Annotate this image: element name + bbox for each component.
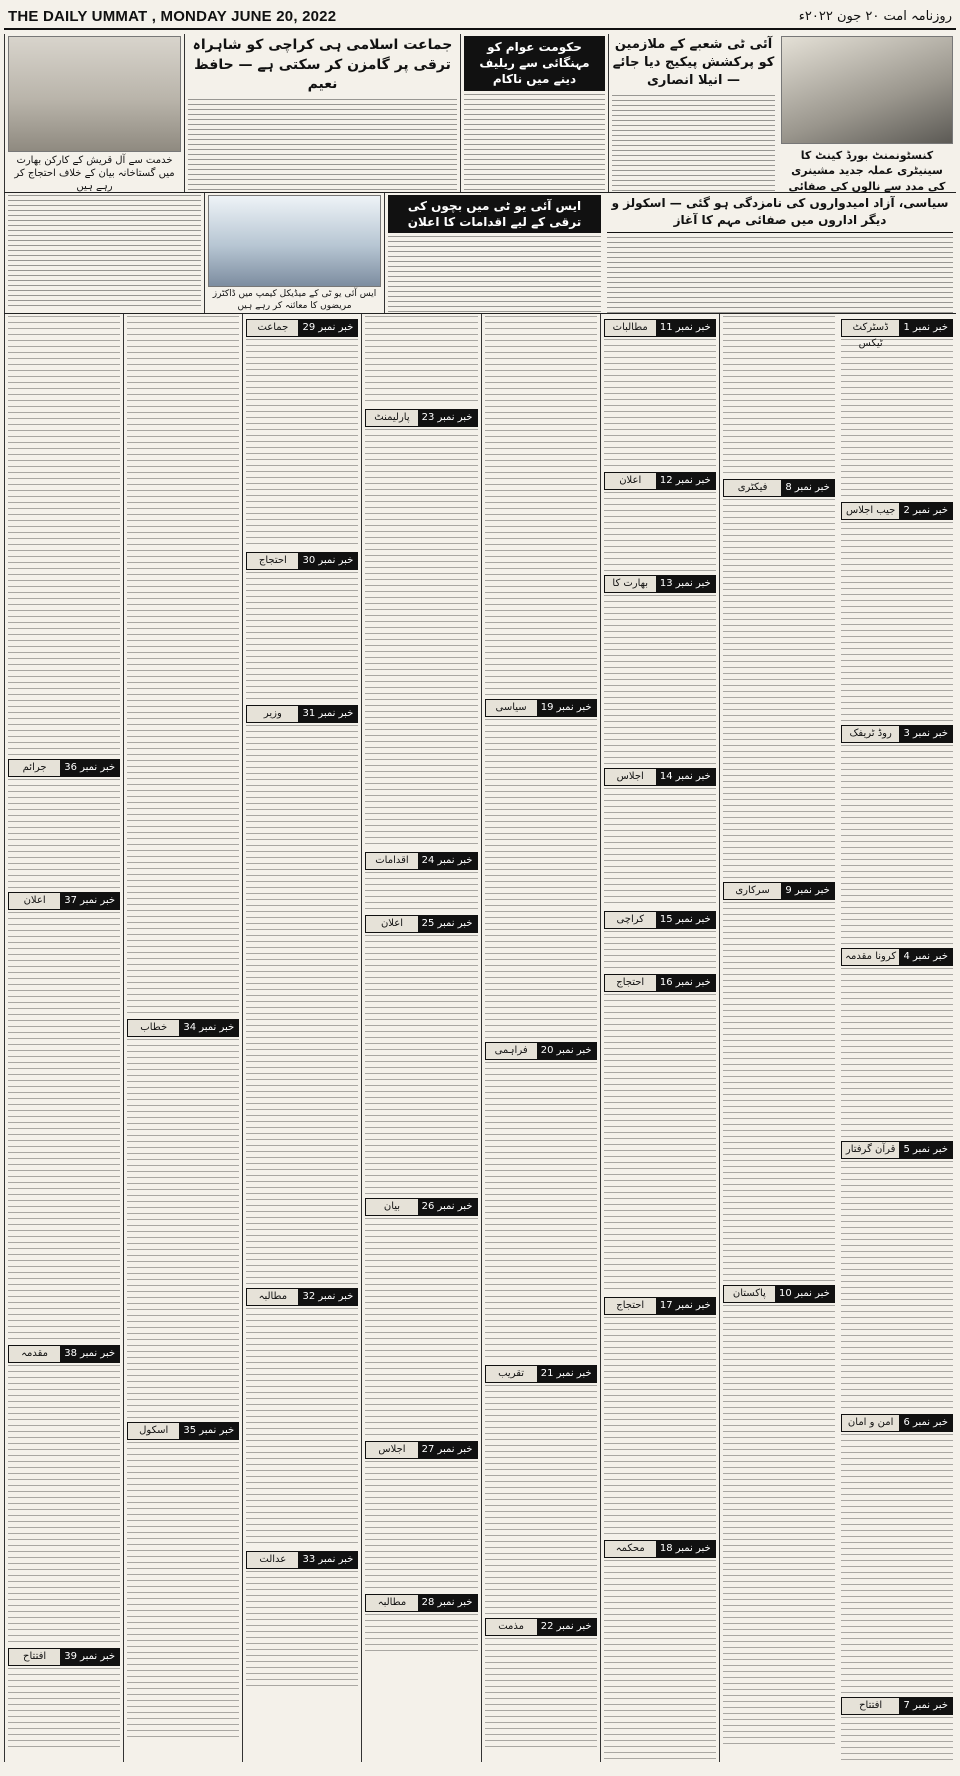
item-number: خبر نمبر 13 xyxy=(656,576,715,592)
item-title: اجلاس xyxy=(366,1442,417,1458)
item-text xyxy=(841,1161,953,1411)
top-story-3 xyxy=(460,34,608,192)
item-head-9 xyxy=(723,882,835,900)
item-number: خبر نمبر 28 xyxy=(418,1595,477,1611)
column-1 xyxy=(838,314,956,1762)
item-title: احتجاج xyxy=(605,975,656,991)
item-title: جماعت xyxy=(247,320,298,336)
item-title: اعلان xyxy=(9,893,60,909)
item-number: خبر نمبر 32 xyxy=(298,1289,357,1305)
item-head-18 xyxy=(604,1540,716,1558)
item-text xyxy=(365,1461,477,1591)
item-title: مطالبہ xyxy=(247,1289,298,1305)
item-number: خبر نمبر 1 xyxy=(899,320,952,336)
item-text xyxy=(723,316,835,476)
item-head-14 xyxy=(604,768,716,786)
item-head-7 xyxy=(841,1697,953,1715)
item-head-4 xyxy=(841,948,953,966)
item-number: خبر نمبر 11 xyxy=(656,320,715,336)
item-text xyxy=(246,339,358,549)
item-number: خبر نمبر 16 xyxy=(656,975,715,991)
mid-story-center xyxy=(384,193,604,313)
item-number: خبر نمبر 25 xyxy=(418,916,477,932)
item-head-31 xyxy=(246,705,358,723)
item-number: خبر نمبر 35 xyxy=(179,1423,238,1439)
item-head-33 xyxy=(246,1551,358,1569)
item-title: پارلیمنٹ xyxy=(366,410,417,426)
item-head-3 xyxy=(841,725,953,743)
item-title: مذمت xyxy=(486,1619,537,1635)
item-number: خبر نمبر 10 xyxy=(775,1286,834,1302)
column-2 xyxy=(719,314,838,1762)
item-title: احتجاج xyxy=(247,553,298,569)
column-4 xyxy=(481,314,600,1762)
item-text xyxy=(8,779,120,889)
item-head-17 xyxy=(604,1297,716,1315)
item-title: بیان xyxy=(366,1199,417,1215)
item-head-8 xyxy=(723,479,835,497)
top-story-left xyxy=(4,34,184,192)
item-title: مطالبہ xyxy=(366,1595,417,1611)
mid-photo-block xyxy=(204,193,384,313)
item-text xyxy=(604,994,716,1294)
item-number: خبر نمبر 7 xyxy=(899,1698,952,1714)
item-head-28 xyxy=(365,1594,477,1612)
item-number: خبر نمبر 37 xyxy=(60,893,119,909)
item-head-35 xyxy=(127,1422,239,1440)
item-head-10 xyxy=(723,1285,835,1303)
item-head-38 xyxy=(8,1345,120,1363)
item-head-6 xyxy=(841,1414,953,1432)
item-text xyxy=(485,1385,597,1615)
item-text xyxy=(485,1062,597,1362)
item-number: خبر نمبر 15 xyxy=(656,912,715,928)
item-head-15 xyxy=(604,911,716,929)
item-head-2 xyxy=(841,502,953,520)
item-text xyxy=(8,1668,120,1748)
item-text xyxy=(841,968,953,1138)
item-number: خبر نمبر 2 xyxy=(899,503,952,519)
item-number: خبر نمبر 21 xyxy=(537,1366,596,1382)
item-title: اسکول xyxy=(128,1423,179,1439)
item-title: وزیر xyxy=(247,706,298,722)
item-text xyxy=(127,316,239,1016)
column-7 xyxy=(123,314,242,1762)
item-text xyxy=(365,1614,477,1654)
item-text xyxy=(604,595,716,765)
item-text xyxy=(365,935,477,1195)
mid-story-left-text xyxy=(8,195,201,307)
item-text xyxy=(604,1317,716,1537)
top-story-4 xyxy=(184,34,460,192)
item-text xyxy=(604,492,716,572)
item-text xyxy=(841,522,953,722)
item-number: خبر نمبر 29 xyxy=(298,320,357,336)
item-head-19 xyxy=(485,699,597,717)
item-head-11 xyxy=(604,319,716,337)
item-head-16 xyxy=(604,974,716,992)
item-head-27 xyxy=(365,1441,477,1459)
item-number: خبر نمبر 18 xyxy=(656,1541,715,1557)
mid-story-left xyxy=(4,193,204,313)
item-text xyxy=(365,872,477,912)
item-text xyxy=(365,1218,477,1438)
item-number: خبر نمبر 34 xyxy=(179,1020,238,1036)
item-title: ڈسٹرکٹ ٹیکس xyxy=(842,320,900,336)
medical-camp-photo xyxy=(208,195,381,287)
street-photo xyxy=(781,36,953,144)
protest-photo-caption: خدمت سے آل قریش کے کارکن بھارت میں گستاخانہ بیان کے خلاف احتجاج کر رہے ہیں xyxy=(14,155,175,192)
item-title: پاکستان xyxy=(724,1286,775,1302)
item-text xyxy=(127,1442,239,1742)
item-number: خبر نمبر 6 xyxy=(899,1415,952,1431)
item-number: خبر نمبر 38 xyxy=(60,1346,119,1362)
top-story-right-headline: کنسٹونمنٹ بورڈ کینٹ کا سینیٹری عملہ جدید مشینری کی مدد سے نالوں کی صفائی xyxy=(788,149,946,192)
medical-camp-caption: ایس آئی یو ٹی کے میڈیکل کیمپ میں ڈاکٹرز مریضوں کا معائنہ کر رہے ہیں xyxy=(212,289,377,311)
item-title: اقدامات xyxy=(366,853,417,869)
item-title: فیکٹری xyxy=(724,480,782,496)
item-number: خبر نمبر 5 xyxy=(899,1142,952,1158)
item-head-29 xyxy=(246,319,358,337)
item-head-1 xyxy=(841,319,953,349)
item-text xyxy=(723,499,835,879)
item-number: خبر نمبر 24 xyxy=(418,853,477,869)
item-head-20 xyxy=(485,1042,597,1060)
item-title: اجلاس xyxy=(605,769,656,785)
item-title: روڈ ٹریفک xyxy=(842,726,900,742)
item-title: کرونا مقدمہ xyxy=(842,949,900,965)
item-title: خطاب xyxy=(128,1020,179,1036)
item-text xyxy=(604,339,716,469)
column-3 xyxy=(600,314,719,1762)
item-title: تقریب xyxy=(486,1366,537,1382)
item-number: خبر نمبر 31 xyxy=(298,706,357,722)
item-number: خبر نمبر 39 xyxy=(60,1649,119,1665)
item-text xyxy=(246,1571,358,1691)
item-title: عدالت xyxy=(247,1552,298,1568)
item-text xyxy=(604,788,716,908)
item-head-5 xyxy=(841,1141,953,1159)
top-story-3-text xyxy=(464,94,605,192)
item-text xyxy=(365,316,477,406)
top-story-right xyxy=(778,34,956,192)
item-number: خبر نمبر 27 xyxy=(418,1442,477,1458)
item-title: احتجاج xyxy=(605,1298,656,1314)
item-head-23 xyxy=(365,409,477,427)
item-head-36 xyxy=(8,759,120,777)
mid-story-right-text xyxy=(607,237,953,313)
item-text xyxy=(246,725,358,1285)
item-head-26 xyxy=(365,1198,477,1216)
item-text xyxy=(723,1305,835,1745)
masthead-urdu-date: روزنامہ امت ۲۰ جون ۲۰۲۲ء xyxy=(798,8,952,24)
masthead-title: THE DAILY UMMAT , MONDAY JUNE 20, 2022 xyxy=(8,7,337,25)
item-title: امن و امان xyxy=(842,1415,900,1431)
item-number: خبر نمبر 4 xyxy=(899,949,952,965)
item-number: خبر نمبر 17 xyxy=(656,1298,715,1314)
item-head-30 xyxy=(246,552,358,570)
column-8 xyxy=(4,314,123,1762)
item-number: خبر نمبر 36 xyxy=(60,760,119,776)
item-head-25 xyxy=(365,915,477,933)
item-number: خبر نمبر 19 xyxy=(537,700,596,716)
item-head-21 xyxy=(485,1365,597,1383)
top-story-4-text xyxy=(188,99,457,192)
mid-story-right xyxy=(604,193,956,313)
item-title: مقدمہ xyxy=(9,1346,60,1362)
item-text xyxy=(485,316,597,696)
item-head-12 xyxy=(604,472,716,490)
item-head-39 xyxy=(8,1648,120,1666)
item-title: جرائم xyxy=(9,760,60,776)
mid-row xyxy=(4,193,956,314)
item-number: خبر نمبر 12 xyxy=(656,473,715,489)
masthead xyxy=(4,4,956,30)
item-text xyxy=(8,316,120,756)
top-row xyxy=(4,34,956,193)
item-text xyxy=(841,1717,953,1762)
top-story-2-headline: آئی ٹی شعبے کے ملازمین کو پرکشش پیکیج دیا جائے — انیلا انصاری xyxy=(612,37,775,89)
item-number: خبر نمبر 20 xyxy=(537,1043,596,1059)
item-text xyxy=(604,1560,716,1762)
item-text xyxy=(8,1365,120,1645)
item-number: خبر نمبر 9 xyxy=(781,883,834,899)
item-number: خبر نمبر 30 xyxy=(298,553,357,569)
item-title: افتتاح xyxy=(9,1649,60,1665)
top-story-2 xyxy=(608,34,778,192)
mid-story-center-headline: ایس آئی یو ٹی میں بچوں کی ترقی کے لیے اقدامات کا اعلان xyxy=(388,195,601,233)
item-text xyxy=(365,429,477,849)
item-number: خبر نمبر 3 xyxy=(899,726,952,742)
item-number: خبر نمبر 23 xyxy=(418,410,477,426)
item-text xyxy=(723,902,835,1282)
item-head-32 xyxy=(246,1288,358,1306)
news-columns xyxy=(4,314,956,1762)
top-story-2-text xyxy=(612,95,775,192)
item-title: کراچی xyxy=(605,912,656,928)
item-title: جیب اجلاس xyxy=(842,503,900,519)
item-title: بھارت کا xyxy=(605,576,656,592)
item-text xyxy=(841,745,953,945)
item-text xyxy=(246,572,358,702)
item-title: سیاسی xyxy=(486,700,537,716)
item-text xyxy=(246,1308,358,1548)
item-number: خبر نمبر 26 xyxy=(418,1199,477,1215)
item-head-13 xyxy=(604,575,716,593)
item-number: خبر نمبر 22 xyxy=(537,1619,596,1635)
item-text xyxy=(127,1039,239,1419)
item-text xyxy=(485,1638,597,1748)
item-title: قرآن گرفتار xyxy=(842,1142,900,1158)
column-6 xyxy=(242,314,361,1762)
protest-photo xyxy=(8,36,181,152)
item-head-34 xyxy=(127,1019,239,1037)
item-number: خبر نمبر 14 xyxy=(656,769,715,785)
item-text xyxy=(8,912,120,1342)
item-head-37 xyxy=(8,892,120,910)
top-story-3-headline: حکومت عوام کو مہنگائی سے ریلیف دینے میں ناکام xyxy=(464,36,605,91)
item-number: خبر نمبر 33 xyxy=(298,1552,357,1568)
item-title: سرکاری xyxy=(724,883,782,899)
item-text xyxy=(841,1434,953,1694)
mid-story-center-text xyxy=(388,236,601,313)
item-number: خبر نمبر 8 xyxy=(781,480,834,496)
item-title: افتتاح xyxy=(842,1698,900,1714)
item-title: اعلان xyxy=(366,916,417,932)
item-text xyxy=(841,339,953,499)
item-title: محکمہ xyxy=(605,1541,656,1557)
item-title: مطالبات xyxy=(605,320,656,336)
mid-story-right-headline: سیاسی، آزاد امیدواروں کی نامزدگی ہو گئی — اسکولز و دیگر اداروں میں صفائی مہم کا آغاز xyxy=(607,195,953,233)
top-story-4-headline: جماعت اسلامی ہی کراچی کو شاہراہ ترقی پر گامزن کر سکتی ہے — حافظ نعیم xyxy=(192,37,453,93)
item-title: اعلان xyxy=(605,473,656,489)
column-5 xyxy=(361,314,480,1762)
item-title: فراہمی xyxy=(486,1043,537,1059)
item-text xyxy=(485,719,597,1039)
item-head-22 xyxy=(485,1618,597,1636)
item-head-24 xyxy=(365,852,477,870)
item-text xyxy=(604,931,716,971)
